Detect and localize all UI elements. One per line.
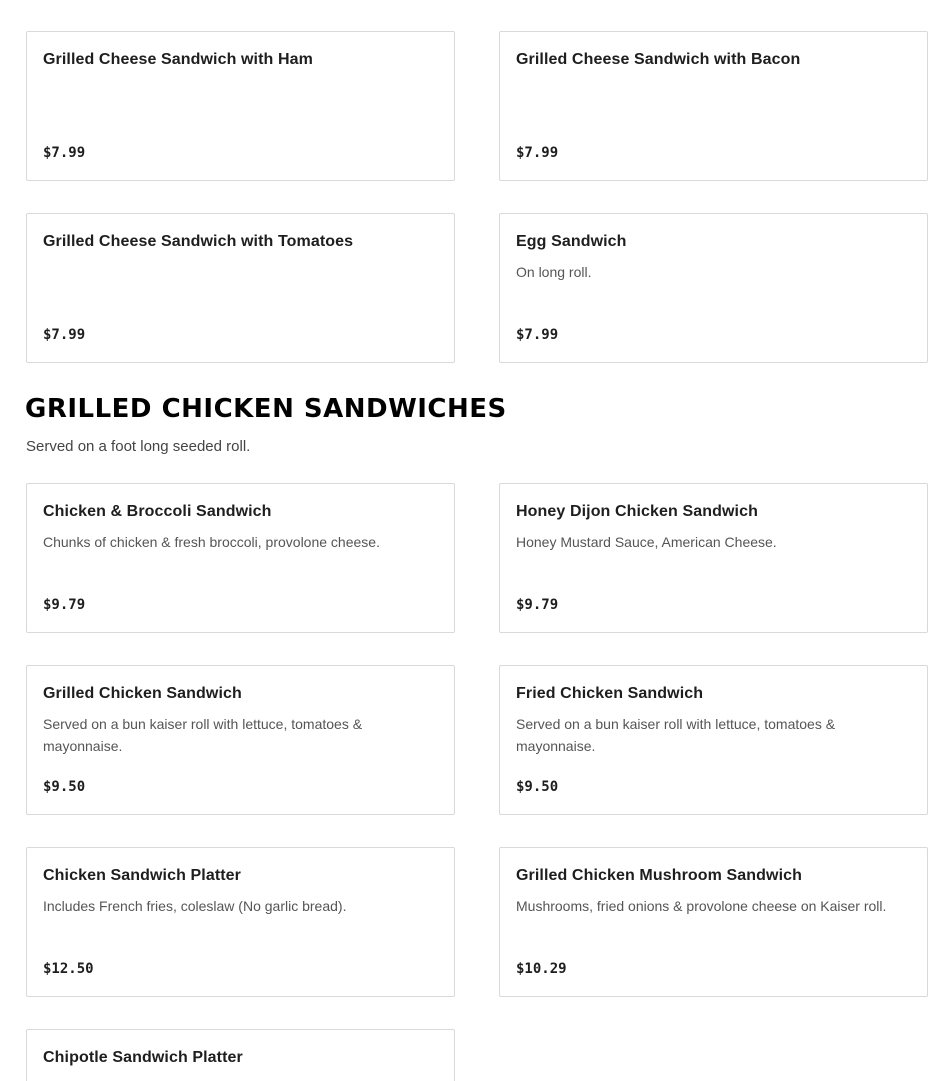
menu-item-price: $7.99 — [43, 145, 86, 161]
menu-item-price: $9.79 — [516, 597, 559, 613]
menu-item-name: Grilled Cheese Sandwich with Bacon — [516, 51, 801, 68]
menu-item-description: Mushrooms, fried onions & provolone cheese on Kaiser roll. — [516, 898, 887, 914]
section-title: GRILLED CHICKEN SANDWICHES — [25, 394, 507, 424]
menu-item-price: $9.50 — [43, 779, 86, 795]
menu-item-price: $7.99 — [516, 327, 559, 343]
menu-item-name: Chipotle Sandwich Platter — [43, 1049, 243, 1066]
menu-item-name: Chicken Sandwich Platter — [43, 867, 242, 884]
menu-item-name: Grilled Chicken Mushroom Sandwich — [516, 867, 803, 884]
section-subtitle: Served on a foot long seeded roll. — [26, 438, 251, 455]
menu-item-price: $9.79 — [43, 597, 86, 613]
menu-item-name: Grilled Cheese Sandwich with Tomatoes — [43, 233, 354, 250]
menu-item-name: Grilled Cheese Sandwich with Ham — [43, 51, 313, 68]
menu-item-name: Fried Chicken Sandwich — [516, 685, 704, 702]
menu-item-card[interactable] — [499, 213, 928, 363]
menu-item-description: Honey Mustard Sauce, American Cheese. — [516, 534, 777, 550]
menu-item-description: Served on a bun kaiser roll with lettuce, tomatoes & mayonnaise. — [43, 716, 363, 754]
menu-item-description: On long roll. — [516, 264, 592, 280]
menu-item-card[interactable] — [26, 483, 455, 633]
menu-item-card[interactable] — [26, 665, 455, 815]
menu-item-price: $7.99 — [516, 145, 559, 161]
menu-item-name: Grilled Chicken Sandwich — [43, 685, 242, 702]
menu-item-name: Egg Sandwich — [516, 233, 627, 250]
menu-item-description: Includes French fries, coleslaw (No garlic bread). — [43, 898, 347, 914]
menu-item-card[interactable] — [499, 31, 928, 181]
menu-item-card[interactable] — [499, 483, 928, 633]
menu-item-description: Chunks of chicken & fresh broccoli, provolone cheese. — [43, 534, 380, 550]
menu-item-card[interactable] — [26, 31, 455, 181]
menu-item-price: $10.29 — [516, 961, 567, 977]
menu-item-card[interactable] — [499, 665, 928, 815]
menu-item-price: $7.99 — [43, 327, 86, 343]
menu-item-name: Chicken & Broccoli Sandwich — [43, 503, 272, 520]
menu-item-price: $9.50 — [516, 779, 559, 795]
menu-item-description: Served on a bun kaiser roll with lettuce, tomatoes & mayonnaise. — [516, 716, 836, 754]
menu-item-card[interactable] — [26, 1029, 455, 1081]
menu-item-name: Honey Dijon Chicken Sandwich — [516, 503, 758, 520]
menu-item-card[interactable] — [26, 213, 455, 363]
menu-item-card[interactable] — [26, 847, 455, 997]
menu-item-price: $12.50 — [43, 961, 94, 977]
menu-item-card[interactable] — [499, 847, 928, 997]
